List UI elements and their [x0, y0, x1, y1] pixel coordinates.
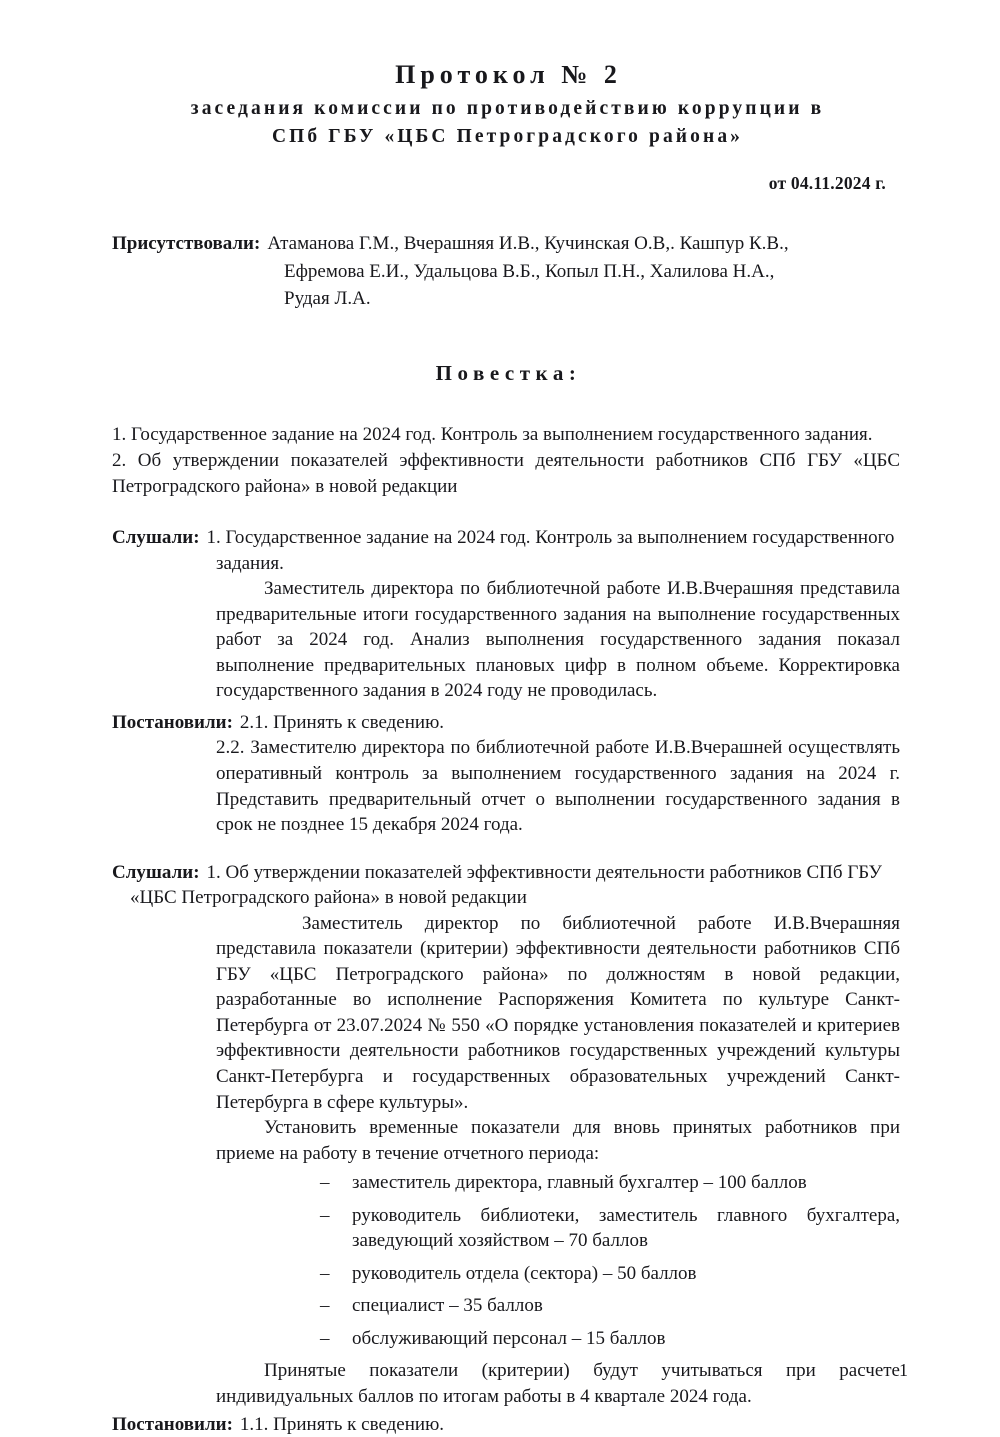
resolved-paragraph-1: 2.2. Заместителю директора по библиотечной работе И.В.Вчерашней осуществлять оперативный контроль за выполнением государственного задания на 2024 г. Представить предварительный отчет о выполнении государственного задания в срок не позднее 15 декабря 2024 года.: [216, 737, 900, 836]
resolved-label-1: Постановили:: [112, 711, 233, 733]
list-item: [112, 1293, 900, 1319]
section-heard-2: [112, 860, 900, 1410]
document-date: от 04.11.2024 г.: [768, 172, 886, 193]
section-2-body-1: Заместитель директор по библиотечной работе И.В.Вчерашняя представила показатели (критерии) эффективности деятельности работников СПб ГБУ «ЦБС Петроградского района» по должностям в новой редакции, разработанные во исполнение Распоряжения Комитета по культуре Санкт-Петербурга от 23.07.2024 № 550 «О порядке установления показателей и критериев эффективности деятельности работников государственных учреждений культуры Санкт-Петербурга и государственных образовательных учреждений Санкт-Петербурга в сфере культуры».: [216, 912, 900, 1113]
agenda-item-2: 2. Об утверждении показателей эффективности деятельности работников СПб ГБУ «ЦБС Петроградского района» в новой редакции: [112, 449, 900, 497]
heard-label-2: Слушали:: [112, 861, 200, 883]
attendees-block: [112, 230, 900, 314]
dash-icon: –: [320, 1327, 330, 1349]
resolved-text-1: 2.1. Принять к сведению.: [239, 711, 445, 733]
list-item-label: специалист – 35 баллов: [352, 1295, 543, 1317]
list-item-label: обслуживающий персонал – 15 баллов: [352, 1327, 666, 1349]
section-heard-1: [112, 525, 900, 704]
section-1-resolved-first-line: [112, 710, 900, 736]
heard-text-2-line-1: 1. Об утверждении показателей эффективности деятельности работников СПб ГБУ: [206, 861, 882, 883]
document-subtitle-line-2: СПб ГБУ «ЦБС Петроградского района»: [271, 125, 744, 147]
attendees-line-1: Атаманова Г.М., Вчерашняя И.В., Кучинская О.В,. Кашпур К.В.,: [267, 232, 789, 254]
scoring-list: [112, 1170, 900, 1351]
list-item-label: руководитель библиотеки, заместитель главного бухгалтера, заведующий хозяйством – 70 баллов: [352, 1204, 900, 1252]
heard-label-1: Слушали:: [112, 527, 200, 549]
agenda-item-1: 1. Государственное задание на 2024 год. Контроль за выполнением государственного задания.: [112, 424, 873, 446]
section-2-heard-first-line: [112, 860, 900, 886]
agenda-heading: Повестка:: [435, 361, 582, 386]
section-2-resolved-first-line: [112, 1412, 900, 1437]
dash-icon: –: [320, 1295, 330, 1317]
list-item-label: руководитель отдела (сектора) – 50 баллов: [352, 1262, 697, 1284]
dash-icon: –: [320, 1262, 330, 1284]
list-item: [112, 1170, 900, 1196]
list-item: [112, 1261, 900, 1287]
heard-text-1-line-1: 1. Государственное задание на 2024 год. Контроль за выполнением государственного: [206, 527, 895, 549]
section-1-body: Заместитель директора по библиотечной работе И.В.Вчерашняя представила предварительные итоги государственного задания на выполнение государственных работ за 2024 год. Анализ выполнения государственного задания показал выполнение предварительных плановых цифр в полном объеме. Корректировка государственного задания в 2024 году не проводилась.: [216, 578, 900, 702]
resolved-label-2: Постановили:: [112, 1413, 233, 1435]
heard-text-1-line-2: задания.: [216, 552, 284, 574]
page-title: Протокол № 2: [395, 60, 622, 89]
heard-text-2-line-2: «ЦБС Петроградского района» в новой редакции: [130, 887, 527, 909]
list-item-label: заместитель директора, главный бухгалтер – 100 баллов: [352, 1172, 807, 1194]
page-number: 1: [899, 1360, 908, 1380]
attendees-line-3: Рудая Л.А.: [284, 288, 371, 310]
section-1-heard-first-line: [112, 525, 900, 551]
section-resolved-2: [112, 1412, 900, 1437]
section-2-body-3: Принятые показатели (критерии) будут учитываться при расчете индивидуальных баллов по итогам работы в 4 квартале 2024 года.: [216, 1360, 900, 1407]
resolved-text-2: 1.1. Принять к сведению.: [239, 1413, 445, 1435]
list-item: [112, 1326, 900, 1352]
section-resolved-1: [112, 710, 900, 838]
list-item: [112, 1203, 900, 1254]
agenda-list: [112, 422, 900, 499]
attendees-first-row: [112, 230, 900, 258]
dash-icon: –: [320, 1204, 330, 1226]
dash-icon: –: [320, 1172, 330, 1194]
attendees-label: Присутствовали:: [112, 232, 261, 254]
section-2-body-2: Установить временные показатели для вновь принятых работников при приеме на работу в течение отчетного периода:: [216, 1117, 900, 1164]
attendees-line-2: Ефремова Е.И., Удальцова В.Б., Копыл П.Н., Халилова Н.А.,: [284, 260, 775, 282]
document-subtitle-line-1: заседания комиссии по противодействию коррупции в: [190, 98, 825, 120]
document-header: [112, 58, 900, 194]
